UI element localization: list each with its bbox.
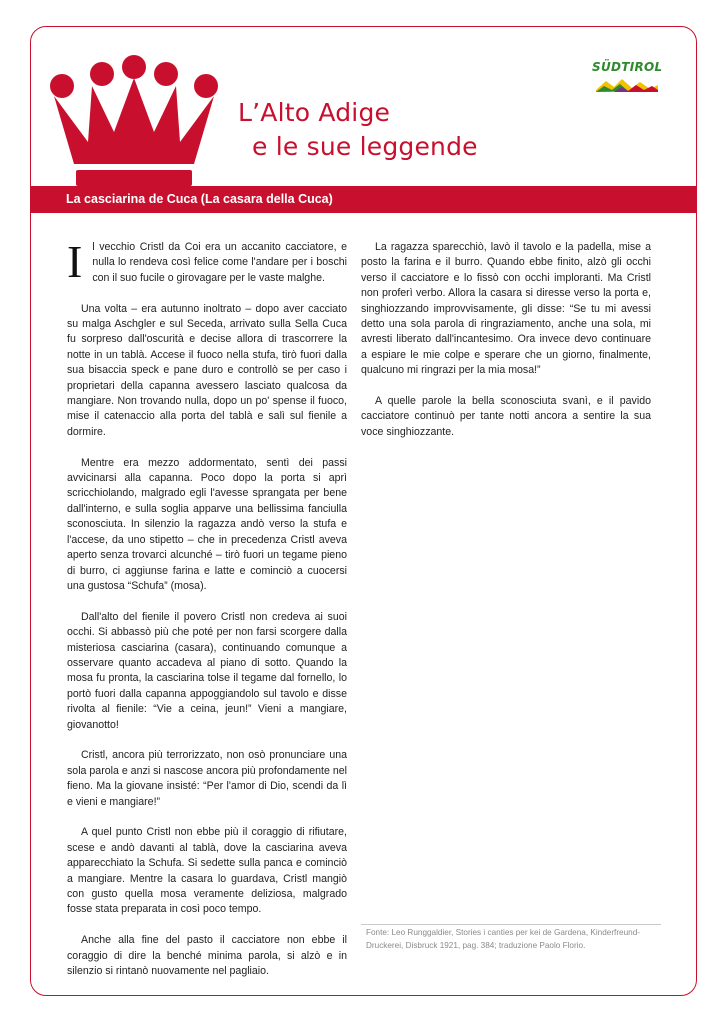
paragraph: Una volta – era autunno inoltrato – dopo aver cacciato su malga Aschgler e sul Seceda, arrivato sulla Sella Cuca fu sorpreso dall'oscurità e decise allora di trascorrere la notte in un tablà. Accese il fuoco nella stufa, tirò fuori dalla sua bisaccia speck e pane duro e controllò se per caso i proprietari della capanna avessero lasciato qualcosa da mangiare. Non trovando nulla, dopo un po' spense il fuoco, mise il catenaccio alla porta del tablà e salì sul fienile a dormire. <box>67 302 347 438</box>
story-title: La casciarina de Cuca (La casara della Cuca) <box>66 192 333 206</box>
paragraph: A quel punto Cristl non ebbe più il coraggio di rifiutare, scese e andò davanti al tablà, dove la casciarina aveva apparecchiato la Schufa. Si sedette sulla panca e cominciò a mangiare. Mentre la casara lo guardava, Cristl mangiò con gusto quella mosa veramente deliziosa, malgrado fosse stata preparata in così poco tempo. <box>67 826 347 916</box>
story-banner <box>30 186 697 213</box>
source-divider <box>361 924 661 925</box>
paragraph: Dall'alto del fienile il povero Cristl non credeva ai suoi occhi. Si abbassò più che poté per non farsi scorgere dalla misteriosa casciarina (casara), continuando comunque a osservare quanto accadeva al piano di sotto. Quando la mosa fu pronta, la casciarina tolse il tegame dal fornello, lo portò fuori dalla capanna appoggiandolo sul tavolo e disse rivolta al fienile: “Vie a ceina, jeun!” Vieni a mangiare, giovanotto! <box>67 610 347 731</box>
left-column <box>67 236 347 995</box>
title-line-2: e le sue leggende <box>252 132 478 161</box>
sudtirol-logo <box>592 60 662 96</box>
paragraph: Mentre era mezzo addormentato, sentì dei passi avvicinarsi alla capanna. Poco dopo la porta si aprì scricchiolando, malgrado egli l'avesse sprangata per bene dall'interno, e sulla soglia apparve una bellissima fanciulla sconosciuta. In silenzio la ragazza andò verso la stufa e l'accese, da uno stipetto – che in precedenza Cristl aveva aperto senza trovarci alcunché – tirò fuori un tegame pieno di burro, ci aggiunse farina e latte e cominciò a cuocersi una gustosa “Schufa” (mosa). <box>67 456 347 592</box>
paragraph <box>67 236 347 287</box>
paragraph-text: l vecchio Cristl da Coi era un accanito cacciatore, e nulla lo rendeva così felice come l'andare per i boschi con il suo fucile o girovagare per le vaste malghe. <box>92 241 347 284</box>
source-note: Fonte: Leo Runggaldier, Stories i canties per kei de Gardena, Kinderfreund-Druckerei, Disbruck 1921, pag. 384; traduzione Paolo Florio. <box>366 928 640 950</box>
crown-icon <box>48 54 220 188</box>
title-line-1: L’Alto Adige <box>238 98 391 127</box>
right-column <box>361 240 651 456</box>
paragraph: Anche alla fine del pasto il cacciatore non ebbe il coraggio di dire la benché minima parola, si alzò e in silenzio si rintanò nuovamente nel pagliaio. <box>67 934 347 977</box>
sudtirol-logo-icon <box>594 77 660 93</box>
paragraph: Cristl, ancora più terrorizzato, non osò pronunciare una sola parola e anzi si nascose ancora più profondamente nel fieno. Ma la giovane insisté: “Per l'amor di Dio, scendi da lì e vieni e mangiare!” <box>67 749 347 808</box>
logo-text: SÜDTIROL <box>592 60 663 74</box>
page-title <box>238 96 478 164</box>
drop-cap: I <box>67 236 83 287</box>
paragraph: La ragazza sparecchiò, lavò il tavolo e la padella, mise a posto la farina e il burro. Quando ebbe finito, alzò gli occhi verso il cacciatore e lo fissò con occhi imploranti. Ma Cristl non proferì verbo. Allora la casara si diresse verso la porta e, singhiozzando improvvisamente, gli disse: “Se tu mi avessi detto una sola parola di ringraziamento, anche una sola, mi avresti liberato dall'incantesimo. Ora invece devo continuare a espiare le mie colpe e sperare che un giorno, finalmente, qualcuno mi ringrazi per la mia mosa!” <box>361 241 651 377</box>
paragraph: A quelle parole la bella sconosciuta svanì, e il pavido cacciatore continuò per tante notti ancora a sentire la sua voce singhiozzante. <box>361 395 651 438</box>
